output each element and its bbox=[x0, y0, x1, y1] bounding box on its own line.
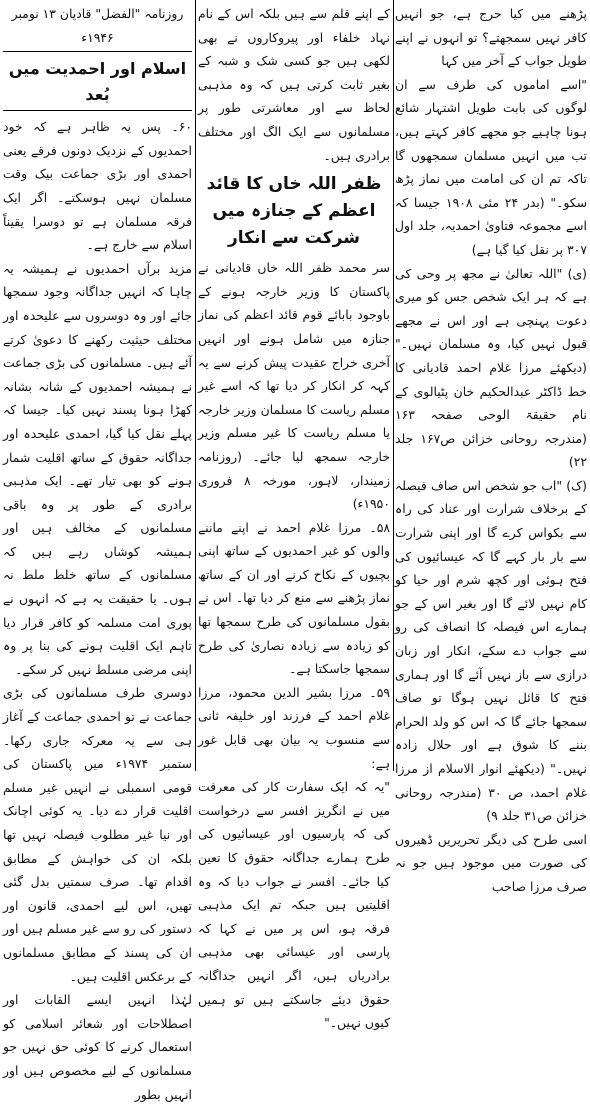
paragraph: سر محمد ظفر اللہ خاں قادیانی نے پاکستان کا وزیر خارجہ ہونے کے باوجود بابائے قوم قائد اعظم کی نماز جنازہ میں شامل ہونے اور انہیں آخری خراج عقیدت پیش کرنے سے یہ کہہ کر انکار کر دیا تھا کہ اسے غیر مسلم ریاست کا مسلمان وزیر خارجہ یا مسلم ریاست کا غیر مسلم وزیر خارجہ سمجھ لیا جائے۔ (روزنامہ زمیندار، لاہور، مورخہ ۸ فروری ۱۹۵۰ء) bbox=[198, 260, 390, 512]
horizontal-rule bbox=[3, 51, 192, 52]
paragraph: مزید برآں احمدیوں نے ہمیشہ یہ چاہا کہ انہیں جداگانہ وجود سمجھا جائے اور وہ دوسروں سے علیحدہ اور مختلف حیثیت رکھنے کا دعویٰ کرتے آئے ہیں۔ مسلمانوں کی بڑی جماعت نے ہمیشہ احمدیوں کے شانہ بشانہ کھڑا ہونا پسند نہیں کیا۔ جیسا کہ پہلے نقل کیا گیا، احمدی علیحدہ اور جداگانہ حقوق کے ساتھ اقلیت شمار ہونے کو بھی تیار تھے۔ ایک مذہبی برادری کے طور پر وہ باقی مسلمانوں کے مخالف ہیں اور ہمیشہ کوشاں رہے ہیں کہ مسلمانوں کے ساتھ خلط ملط نہ ہوں۔ یا حقیقت یہ ہے کہ انہوں نے پوری امت مسلمہ کو کافر قرار دیا تاہم ایک اقلیت ہونے کی بنا پر وہ اپنی مرضی مسلط نہیں کر سکے۔ bbox=[3, 260, 192, 677]
paragraph: اسی طرح کی دیگر تحریریں ڈھیروں کی صورت میں موجود ہیں جو نہ صرف مرزا صاحب bbox=[395, 831, 587, 894]
paragraph: "یہ کہ ایک سفارت کار کی معرفت میں نے انگریز افسر سے درخواست کی کہ پارسیوں اور عیسائیوں کی طرح ہمارے جداگانہ حقوق کا تعین کیا جائے۔ افسر نے جواب دیا کہ وہ اقلیتیں ہیں جبکہ تم ایک مذہبی فرقہ ہو، اس پر میں نے کہا کہ پارسی اور عیسائی بھی مذہبی برادریاں ہیں، اگر انہیں جداگانہ حقوق دیئے جاسکتے ہیں تو ہمیں کیوں نہیں۔" bbox=[198, 779, 390, 1031]
paragraph: ۵۹۔ مرزا بشیر الدین محمود، مرزا غلام احمد کے فرزند اور خلیفہ ثانی سے منسوب یہ بیان بھی قابل غور ہے: bbox=[198, 684, 390, 771]
paragraph: (ی) "اللہ تعالیٰ نے مجھ پر وحی کی ہے کہ ہر ایک شخص جس کو میری دعوت پہنچی ہے اور اس نے مجھے قبول نہیں کیا، وہ مسلمان نہیں۔" (دیکھئے مرزا غلام احمد قادیانی کا خط ڈاکٹر عبدالحکیم خان پٹیالوی کے نام حقیقۃ الوحی صفحہ ۱۶۳ (مندرجہ روحانی خزائن ص۱۶۷ جلد ۲۲) bbox=[395, 265, 587, 470]
left-column bbox=[3, 2, 192, 1102]
paragraph: پڑھنے میں کیا حرج ہے، جو انہیں کافر نہیں سمجھتے؟ تو انہوں نے اپنے طویل جواب کے آخر میں کہا bbox=[395, 6, 587, 69]
paragraph: ۶۰۔ پس یہ ظاہر ہے کہ خود احمدیوں کے نزدیک دونوں فرقے یعنی احمدی اور بڑی جماعت بیک وقت مسلمان نہیں ہوسکتے۔ اگر ایک فرقہ مسلمان ہے تو دوسرا یقیناً اسلام سے خارج ہے۔ bbox=[3, 119, 192, 253]
paragraph: (ک) "اب جو شخص اس صاف فیصلہ کے برخلاف شرارت اور عناد کی راہ سے بکواس کرے گا اور اپنی شرارت سے بار بار کہے گا کہ عیسائیوں کی فتح ہوئی اور کچھ شرم اور حیا کو کام نہیں لائے گا اور بغیر اس کے جو ہمارے اس فیصلہ کا انصاف کی رو سے جواب دے سکے، انکار اور زبان درازی سے باز نہیں آئے گا اور ہماری فتح کا قائل نہیں ہوگا تو صاف سمجھا جائے گا کہ اس کو ولد الحرام بننے کا شوق ہے اور حلال زادہ نہیں۔" (دیکھئے انوار الاسلام از مرزا غلام احمد، ص ۳۰ (مندرجہ روحانی خزائن ص۳۱ جلد ۹) bbox=[395, 477, 587, 824]
paragraph: لہٰذا انہیں ایسے القابات اور اصطلاحات اور شعائر اسلامی کو استعمال کرنے کا کوئی حق نہیں جو مسلمانوں کے لیے مخصوص ہیں اور انہیں بطور bbox=[3, 992, 192, 1102]
middle-column bbox=[198, 2, 390, 1031]
paragraph: کے اپنے قلم سے ہیں بلکہ اس کے نام نہاد خلفاء اور پیروکاروں نے بھی لکھی ہیں جو کسی شک و شبہ کے بغیر ثابت کرتی ہیں کہ وہ مذہبی لحاظ سے اور معاشرتی طور پر مسلمانوں سے ایک الگ اور مختلف برادری ہیں۔ bbox=[198, 6, 390, 163]
horizontal-rule bbox=[3, 110, 192, 111]
right-column bbox=[395, 2, 587, 894]
section-heading: ظفر اللہ خاں کا قائد اعظم کے جنازہ میں شرکت سے انکار bbox=[206, 174, 382, 249]
paragraph: ۵۸۔ مرزا غلام احمد نے اپنے ماننے والوں کو غیر احمدیوں کے ساتھ اپنی بچیوں کے نکاح کرنے اور ان کے ساتھ نماز پڑھنے سے منع کر دیا تھا۔ اس نے بقول مسلمانوں کی طرح سمجھا تھا کو زیادہ سے زیادہ نصاریٰ کی طرح سمجھا جاسکتا ہے۔ bbox=[198, 519, 390, 677]
paragraph: دوسری طرف مسلمانوں کی بڑی جماعت نے تو احمدی جماعت کے آغاز ہی سے یہ معرکہ جاری رکھا۔ ستمبر ۱۹۷۴ء میں پاکستان کی قومی اسمبلی نے انہیں غیر مسلم اقلیت قرار دے دیا۔ یہ کوئی اچانک اور نیا غیر مطلوب فیصلہ نہیں تھا بلکہ ان کی خواہش کے مطابق اقدام تھا۔ صرف سمتیں بدل گئی تھیں، اس لیے احمدی، قانون اور دستور کی رو سے غیر مسلم ہیں اور ان کی پسند کے مطابق مسلمانوں کے برعکس اقلیت ہیں۔ bbox=[3, 685, 192, 984]
source-citation: روزنامہ "الفضل" قادیان ۱۳ نومبر ۱۹۴۶ء bbox=[11, 6, 184, 45]
column-divider bbox=[393, 0, 394, 771]
column-divider bbox=[195, 0, 196, 771]
paragraph: "اسے اماموں کی طرف سے ان لوگوں کی بابت طویل اشتہار شائع ہونا چاہیے جو مجھے کافر کہتے ہیں، تب میں انہیں مسلمان سمجھوں گا تاکہ تم ان کی امامت میں نماز پڑھ سکو۔" (بدر ۲۴ مئی ۱۹۰۸ جیسا کہ اسے مجموعہ فتاویٰ احمدیہ، جلد اول ۳۰۷ پر نقل کیا گیا ہے) bbox=[395, 76, 587, 257]
section-heading: اسلام اور احمدیت میں بُعد bbox=[8, 59, 187, 105]
